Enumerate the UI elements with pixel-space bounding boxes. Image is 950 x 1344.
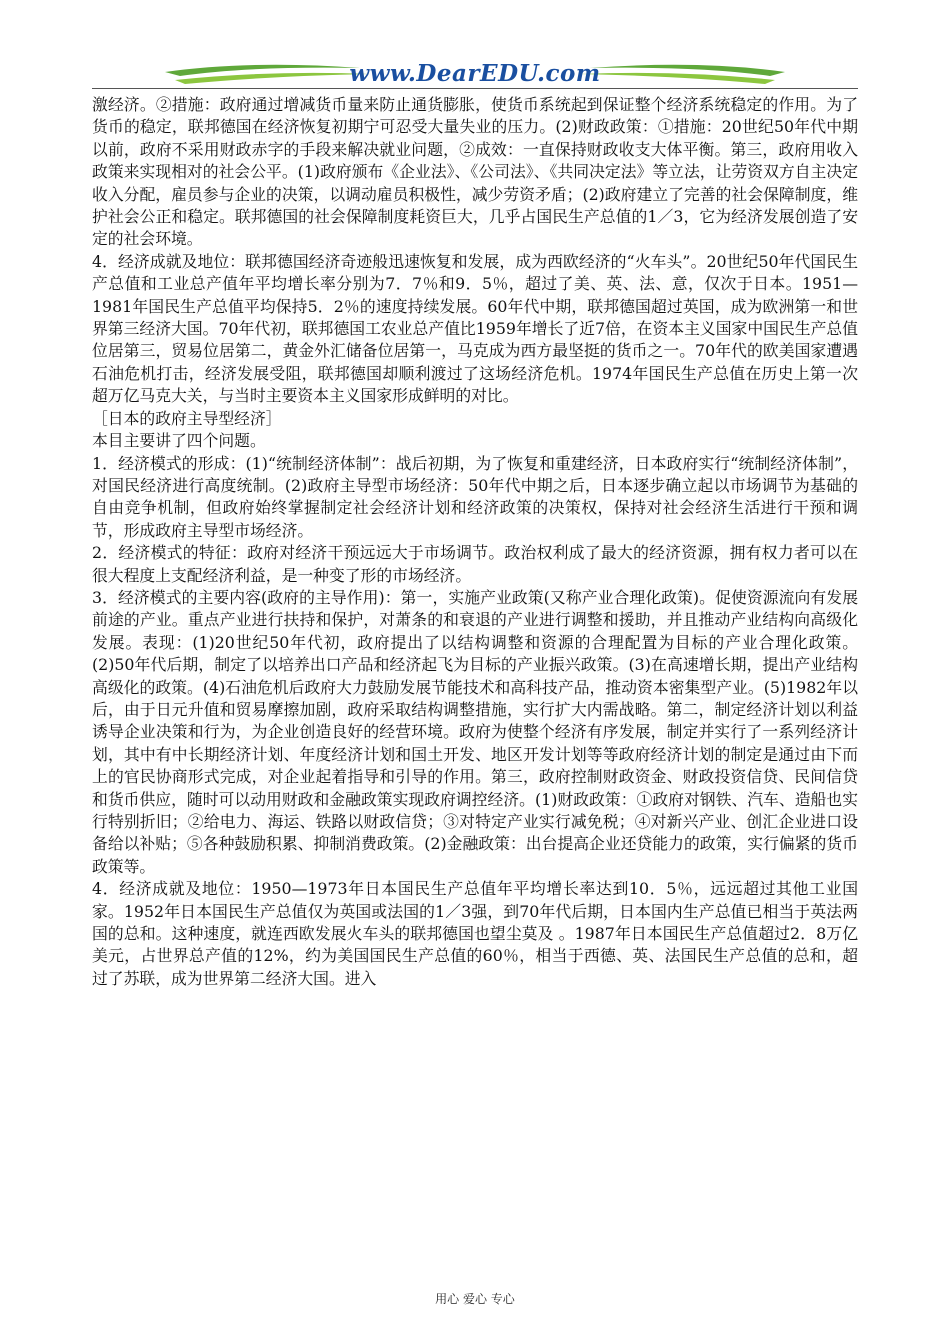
page-footer: 用心 爱心 专心 <box>435 1292 515 1306</box>
paragraph-4: 1．经济模式的形成：(1)“统制经济体制”：战后初期，为了恢复和重建经济，日本政府实行“统制经济体制”，对国民经济进行高度统制。(2)政府主导型市场经济：50年代中期之后，日本逐步确立起以市场调节为基础的自由竞争机制，但政府始终掌握制定社会经济计划和经济政策的决策权，保持对社会经济生活进行干预和调节，形成政府主导型市场经济。 <box>92 453 858 540</box>
paragraph-3: 本目主要讲了四个问题。 <box>92 431 266 451</box>
paragraph-5: 2．经济模式的特征：政府对经济干预远远大于市场调节。政治权利成了最大的经济资源，拥有权力者可以在很大程度上支配经济利益，是一种变了形的市场经济。 <box>92 543 858 585</box>
document-body <box>92 94 858 990</box>
page-header <box>0 50 950 100</box>
paragraph-2: 4．经济成就及地位：联邦德国经济奇迹般迅速恢复和发展，成为西欧经济的“火车头”。20世纪50年代国民生产总值和工业总产值年平均增长率分别为7．7％和9．5％，超过了美、英、法、意，仅次于日本。1951—1981年国民生产总值平均保持5．2％的速度持续发展。60年代中期，联邦德国超过英国，成为欧洲第一和世界第三经济大国。70年代初，联邦德国工农业总产值比1959年增长了近7倍，在资本主义国家中国民生产总值位居第三，贸易位居第二，黄金外汇储备位居第一，马克成为西方最坚挺的货币之一。70年代的欧美国家遭遇石油危机打击，经济发展受阻，联邦德国却顺利渡过了这场经济危机。1974年国民生产总值在历史上第一次超万亿马克大关，与当时主要资本主义国家形成鲜明的对比。 <box>92 251 858 406</box>
paragraph-6: 3．经济模式的主要内容(政府的主导作用)：第一，实施产业政策(又称产业合理化政策)。促使资源流向有发展前途的产业。重点产业进行扶持和保护，对萧条的和衰退的产业进行调整和援助，并且推动产业结构向高级化发展。表现：(1)20世纪50年代初，政府提出了以结构调整和资源的合理配置为目标的产业合理化政策。(2)50年代后期，制定了以培养出口产品和经济起飞为目标的产业振兴政策。(3)在高速增长期，提出产业结构高级化的政策。(4)石油危机后政府大力鼓励发展节能技术和高科技产品，推动资本密集型产业。(5)1982年以后，由于日元升值和贸易摩擦加剧，政府采取结构调整措施，实行扩大内需战略。第二，制定经济计划以利益诱导企业决策和行为，为企业创造良好的经营环境。政府为使整个经济有序发展，制定并实行了一系列经济计划，其中有中长期经济计划、年度经济计划和国土开发、地区开发计划等等政府经济计划的制定是通过由下而上的官民协商形式完成，对企业起着指导和引导的作用。第三，政府控制财政资金、财政投资信贷、民间信贷和货币供应，随时可以动用财政和金融政策实现政府调控经济。(1)财政政策：①政府对钢铁、汽车、造船也实行特别折旧；②给电力、海运、铁路以财政信贷；③对特定产业实行减免税；④对新兴产业、创汇企业进口设备给以补贴；⑤各种鼓励积累、抑制消费政策。(2)金融政策：出台提高企业还贷能力的政策，实行偏紧的货币政策等。 <box>92 587 858 876</box>
site-logo-text[interactable]: www.DearEDU.com <box>349 60 601 87</box>
header-divider <box>92 88 858 89</box>
section-heading: ［日本的政府主导型经济］ <box>92 408 282 428</box>
paragraph-1: 激经济。②措施：政府通过增减货币量来防止通货膨胀，使货币系统起到保证整个经济系统稳定的作用。为了货币的稳定，联邦德国在经济恢复初期宁可忍受大量失业的压力。(2)财政政策：①措施：20世纪50年代中期以前，政府不采用财政赤字的手段来解决就业问题，②成效：一直保持财政收支大体平衡。第三，政府用收入政策来实现相对的社会公平。(1)政府颁布《企业法》、《公司法》、《共同决定法》等立法，让劳资双方自主决定收入分配，雇员参与企业的决策，以调动雇员积极性，减少劳资矛盾；(2)政府建立了完善的社会保障制度，维护社会公正和稳定。联邦德国的社会保障制度耗资巨大，几乎占国民生产总值的1／3，它为经济发展创造了安定的社会环境。 <box>92 95 858 249</box>
paragraph-7: 4．经济成就及地位：1950—1973年日本国民生产总值年平均增长率达到10．5％，远远超过其他工业国家。1952年日本国民生产总值仅为英国或法国的1／3强，到70年代后期，日本国内生产总值已相当于英法两国的总和。这种速度，就连西欧发展火车头的联邦德国也望尘莫及 。1987年日本国民生产总值超过2．8万亿美元，占世界总产值的12%，约为美国国民生产总值的60％，相当于西德、英、法国民生产总值的总和，超过了苏联，成为世界第二经济大国。进入 <box>92 879 858 988</box>
